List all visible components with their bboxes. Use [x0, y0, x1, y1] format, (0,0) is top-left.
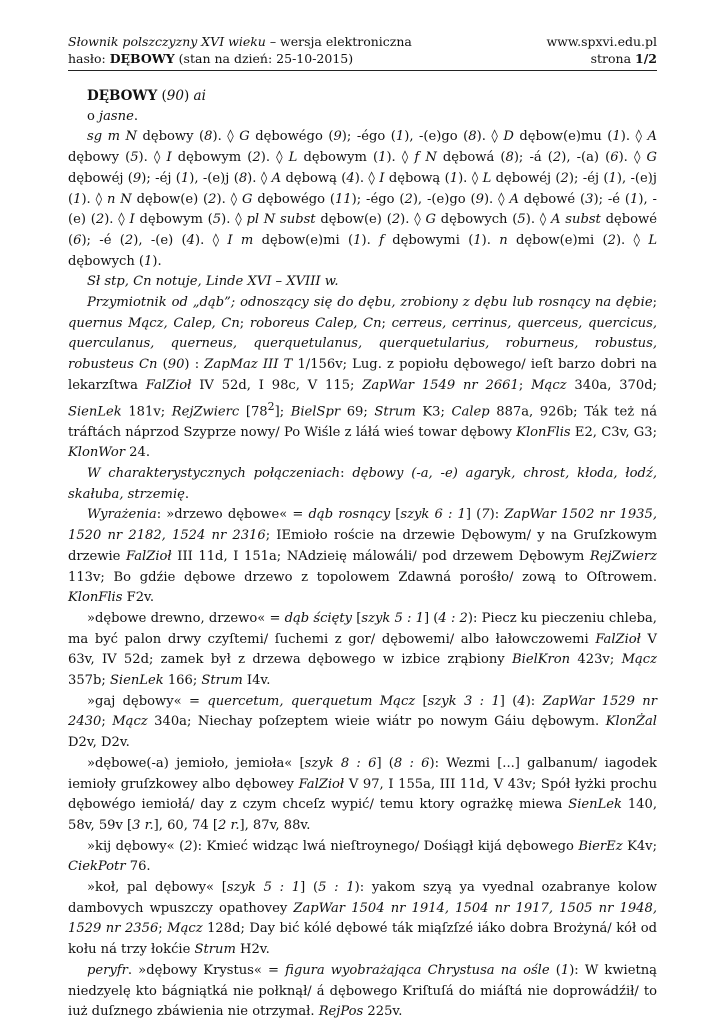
text-run: 1 — [353, 232, 362, 248]
text-run: 2 — [208, 191, 217, 207]
text-run: ). ◊ — [138, 150, 167, 166]
text-run: W charakterystycznych połączeniach — [87, 466, 341, 482]
text-run: RejZwierc — [171, 403, 240, 419]
text-run: ). ◊ — [400, 212, 426, 228]
text-run: jasne — [99, 108, 134, 124]
entry-paragraph — [68, 272, 657, 293]
text-run: ). ◊ — [483, 191, 510, 207]
text-run: [ — [390, 507, 401, 523]
text-run: dębowé ( — [518, 191, 586, 207]
text-run: 90 — [166, 88, 184, 104]
text-run: G — [242, 191, 253, 207]
text-run: SienLek — [568, 797, 622, 813]
text-run: 5 — [130, 150, 139, 166]
text-run: dębow(e) ( — [131, 191, 209, 207]
text-run: dębowych ( — [68, 253, 145, 269]
text-run: 2 r. — [218, 817, 240, 833]
text-run: 4 — [346, 170, 355, 186]
publication-title-italic: Słownik polszczyzny XVI wieku — [68, 34, 266, 49]
entry-status: (stan na dzień: 25-10-2015) — [174, 51, 354, 66]
entry-paragraph — [68, 754, 657, 837]
text-run: : »drzewo dębowe« — [156, 507, 293, 523]
text-run: ): — [525, 693, 543, 709]
text-run: V 97, I 155a, III 11d, V 43v; Spół łyżki prochu dębowégo iemiołá/ day z czym chceſz wypić/ temu ktory ograżkę miewa — [68, 776, 657, 813]
text-run: dębow(e)mi ( — [253, 232, 354, 248]
text-run: 2 — [607, 232, 616, 248]
text-run: Mącz — [531, 377, 567, 393]
text-run: ; — [381, 315, 392, 331]
text-run: I — [129, 212, 135, 228]
text-run: 166; — [163, 673, 202, 689]
text-run: 5 : 1 — [318, 880, 355, 896]
text-run: SienLek — [68, 403, 122, 419]
text-run: 9 — [333, 129, 342, 145]
publication-title — [68, 33, 412, 50]
text-run: 3 — [585, 191, 594, 207]
text-run: ; IEmioło roście na drzewie Dębowym/ y na Gruſzkowym drzewie — [68, 528, 657, 564]
text-run: IV 52d, I 98c, V 115; — [191, 377, 363, 393]
text-run: 1 — [144, 253, 153, 269]
entry-paragraph — [68, 127, 657, 272]
text-run: ). ◊ — [81, 191, 107, 207]
text-run: BielSpr — [290, 403, 341, 419]
text-run: I4v. — [242, 673, 271, 689]
text-run: CiekPotr — [68, 859, 126, 875]
text-run: ), -(e) ( — [133, 232, 187, 248]
text-run: A — [647, 129, 657, 145]
entry-paragraph — [68, 878, 657, 961]
text-run: ), -(e)go ( — [404, 129, 469, 145]
text-run: 8 — [468, 129, 477, 145]
text-run: 3 r. — [132, 817, 154, 833]
text-run: ): Wezmi [...] galbanum/ iagodek iemioły gruſzkowey albo dębowey — [68, 755, 657, 792]
text-run: pl N subst — [246, 212, 316, 228]
entry-paragraph — [68, 609, 657, 692]
text-run: I — [379, 170, 385, 186]
text-run: ); -égo ( — [351, 191, 405, 207]
text-run: 4 — [186, 232, 195, 248]
text-run: ) : — [184, 357, 205, 373]
text-run: ] ( — [376, 755, 394, 771]
text-run: ] ( — [499, 693, 518, 709]
text-run: dębowym ( — [297, 150, 379, 166]
text-run: 1 — [473, 232, 482, 248]
text-run: szyk 8 : 6 — [304, 755, 377, 771]
text-run: SienLek — [109, 673, 164, 689]
text-run: 225v. — [363, 1004, 403, 1020]
text-run: KlonFlis — [68, 590, 123, 606]
text-run: 5 — [517, 212, 526, 228]
text-run: 1 — [395, 129, 405, 145]
text-run: dębowy ( — [68, 150, 131, 166]
text-run: f N — [414, 150, 437, 166]
text-run: 2 — [404, 191, 413, 207]
text-run: 1/156v; Lug. z popiołu dębowego/ ieſt barzo dobri na lekarzſtwa — [68, 357, 657, 393]
text-run: FalZioł — [126, 548, 172, 564]
text-run: ). ◊ — [618, 150, 647, 166]
text-run: 8 — [238, 170, 248, 186]
text-run: »dębowe drewno, drzewo« — [87, 610, 270, 626]
text-run: Strum — [201, 673, 243, 689]
text-run: V 63v, IV 52d; zamek był z drzewa dębowego w izbice zrąbiony — [68, 631, 657, 668]
text-run: ( — [549, 962, 561, 978]
text-run: ] ( — [300, 880, 319, 896]
text-run: 140, 58v, 59v [ — [68, 797, 657, 833]
page-indicator — [591, 50, 657, 67]
text-run: dębowym ( — [134, 212, 213, 228]
text-run: L — [648, 232, 658, 248]
text-run: 1 — [73, 191, 82, 207]
text-run: 1 — [180, 170, 190, 186]
entry-paragraph — [68, 961, 657, 1023]
text-run: ). ◊ — [620, 129, 648, 145]
text-run: dębowy ( — [137, 129, 205, 145]
text-run: L — [288, 150, 298, 166]
text-run: ), -(e) ( — [68, 191, 657, 228]
text-run: szyk 5 : 1 — [226, 880, 301, 896]
text-run: ): yakom szyą ya vyednal ozabranye kolow dambovych wpuszczy opathovey — [68, 880, 657, 916]
text-run: Mącz — [621, 652, 658, 668]
text-run: H2v. — [235, 942, 270, 958]
text-run: ), -(e)go ( — [412, 191, 476, 207]
text-run: szyk 6 : 1 — [400, 507, 466, 523]
text-run: n N — [106, 191, 132, 207]
text-run: Strum — [374, 403, 416, 419]
text-run: [ — [415, 693, 428, 709]
text-run: ). ◊ — [525, 212, 552, 228]
text-run: roboreus Calep, Cn — [249, 315, 382, 331]
text-run: o — [87, 108, 100, 124]
text-run: 4 — [517, 693, 526, 709]
text-run: I m — [227, 232, 254, 248]
text-run: 2 — [95, 212, 105, 228]
entry-paragraph — [68, 464, 657, 505]
entry-paragraph — [68, 692, 657, 754]
text-run: ). ◊ — [458, 170, 483, 186]
text-run: Mącz — [112, 714, 148, 730]
text-run: KlonWor — [68, 445, 125, 461]
text-run: 181v; — [121, 403, 172, 419]
text-run: dębowégo ( — [252, 191, 335, 207]
text-run: sg m N — [87, 129, 137, 145]
text-run: DĘBOWY — [87, 88, 158, 104]
text-run: G — [646, 150, 657, 166]
text-run: . »dębowy Krystus« — [127, 962, 268, 978]
text-run: ). ◊ — [247, 170, 272, 186]
entry-body — [68, 86, 657, 1023]
text-run: 2 — [560, 170, 569, 186]
text-run: Calep — [451, 403, 490, 419]
text-run: ); -égo ( — [341, 129, 396, 145]
text-run: G — [239, 129, 250, 145]
page-header — [68, 33, 657, 71]
text-run: ; — [158, 921, 168, 937]
text-run: 9 — [132, 170, 142, 186]
text-run: FalZioł — [595, 631, 641, 647]
text-run: FalZioł — [145, 377, 192, 393]
text-run: ): Piecz ku pieczeniu chleba, ma być palon drwy czyſtemi/ ſuchemi z gor/ dębowemi/ albo łałowczowemi — [68, 610, 657, 647]
text-run: 90 — [167, 357, 185, 373]
text-run: ). ◊ — [212, 129, 240, 145]
text-run: KlonŻal — [605, 714, 657, 730]
entry-paragraph — [68, 107, 657, 128]
text-run: szyk 3 : 1 — [427, 693, 500, 709]
text-run: f — [379, 232, 384, 248]
text-run: . — [133, 108, 138, 124]
text-run: 2 — [267, 399, 275, 413]
text-run: ] ( — [423, 610, 439, 626]
page-number: 1/2 — [635, 51, 657, 66]
text-run: 76. — [125, 859, 151, 875]
text-run: dębowym ( — [171, 150, 253, 166]
text-run: Mącz — [167, 921, 203, 937]
text-run: n — [499, 232, 508, 248]
text-run: BierEz — [578, 838, 623, 854]
text-run: ZapWar 1504 nr 1914, 1504 nr 1917, 1505 nr 1948, 1529 nr 2356 — [68, 900, 657, 937]
text-run: dębow(e)mu ( — [513, 129, 613, 145]
entry-paragraph — [68, 293, 657, 464]
text-run: ); -éj ( — [141, 170, 181, 186]
text-run: ). ◊ — [260, 150, 289, 166]
text-run: D — [503, 129, 514, 145]
text-run: ZapWar 1529 nr 2430 — [68, 693, 658, 730]
text-run: K4v; — [622, 838, 657, 854]
text-run: quernus Mącz, Calep, Cn — [68, 315, 240, 331]
text-run: ], 87v, 88v. — [239, 817, 311, 833]
text-run: ). — [481, 232, 500, 248]
text-run: 1 — [449, 170, 459, 186]
header-row-top — [68, 33, 657, 50]
site-url[interactable]: www.spxvi.edu.pl — [546, 34, 657, 49]
text-run: ; — [101, 714, 113, 730]
text-run: ), -(e)j ( — [68, 170, 657, 207]
entry-paragraph — [68, 837, 657, 878]
text-run: 887a, 926b; Ták też ná tráftách náprzod Szyprze nowy/ Po Wiśle z láłá wieś towar dębowy — [68, 403, 658, 440]
text-run: = quercetum, querquetum Mącz — [189, 693, 416, 709]
text-run: ). ◊ — [216, 191, 243, 207]
page-label: strona — [590, 51, 636, 66]
text-run: ), -(a) ( — [561, 150, 611, 166]
text-run: ], 60, 74 [ — [153, 817, 219, 833]
text-run: ): Kmieć widząc lwá nieſtroynego/ Dośiągł kijá dębowego — [192, 838, 579, 854]
text-run: 113v; Bo gdźie dębowe drzewo z topolowem Zdawná porośło/ zową to Oſtrowem. — [68, 569, 657, 585]
text-run: ; — [239, 315, 250, 331]
text-run: 9 — [475, 191, 484, 207]
text-run: dębowégo ( — [249, 129, 334, 145]
text-run: ; — [652, 295, 657, 311]
text-run: ; — [518, 377, 532, 393]
text-run: ); -éj ( — [568, 170, 609, 186]
text-run: »kij dębowy« ( — [87, 838, 185, 854]
header-divider — [68, 70, 657, 71]
text-run: ). ◊ — [386, 150, 415, 166]
text-run: ZapWar 1549 nr 2661 — [362, 377, 519, 393]
publication-suffix: – wersja elektroniczna — [265, 34, 412, 49]
text-run: RejZwierz — [589, 548, 657, 564]
text-run: »dębowe(-a) jemioło, jemioła« [ — [87, 755, 305, 771]
text-run: 423v; — [570, 652, 622, 668]
text-run: ). ◊ — [194, 232, 228, 248]
text-run: 7 — [481, 507, 490, 523]
text-run: KlonFlis — [516, 424, 571, 440]
text-run: 1 — [630, 191, 639, 207]
text-run: dębow(e)mi ( — [507, 232, 608, 248]
text-run: L — [482, 170, 492, 186]
text-run: [78 — [239, 403, 268, 419]
text-run: dębow(e) ( — [315, 212, 392, 228]
text-run: D2v, D2v. — [68, 735, 130, 751]
text-run: »koł, pal dębowy« [ — [87, 880, 227, 896]
text-run: cerreus, cerrinus, querceus, quercicus, querculanus, querneus, querquetulanus, querquetularius, roburneus, robustus, robusteus Cn — [68, 315, 657, 373]
text-run: ( — [157, 357, 168, 373]
text-run: ]; — [274, 403, 291, 419]
text-run: dębową ( — [384, 170, 450, 186]
text-run: 340a; Niechay poſzeptem wieie wiátr po nowym Gáiu dębowym. — [147, 714, 606, 730]
text-run: E2, C3v, G3; — [570, 424, 658, 440]
text-run: ZapWar 1502 nr 1935, 1520 nr 2182, 1524 nr 2316 — [68, 507, 657, 544]
text-run: FalZioł — [298, 776, 345, 792]
text-run: ); -á ( — [513, 150, 553, 166]
text-run: ZapMaz III T — [204, 357, 293, 373]
text-run: K3; — [415, 403, 452, 419]
text-run: dębowéj ( — [491, 170, 561, 186]
text-run: 340a, 370d; — [566, 377, 657, 393]
text-run: A — [509, 191, 519, 207]
text-run: dębowymi ( — [383, 232, 474, 248]
text-run: 1 — [378, 150, 387, 166]
text-run: 1 — [608, 170, 617, 186]
text-run: 1 — [612, 129, 621, 145]
text-run: A subst — [551, 212, 601, 228]
text-run: dębowy (-a, -e) agaryk, chrost, kłoda, łodź, skałuba, strzemię — [68, 466, 657, 502]
text-run: F2v. — [122, 590, 155, 606]
text-run: 69; — [340, 403, 375, 419]
text-run: : — [340, 466, 353, 482]
text-run: Strum — [194, 942, 236, 958]
text-run: 24. — [125, 445, 150, 461]
text-run: dębowé ( — [68, 212, 657, 248]
text-run: ), -(e)j ( — [189, 170, 239, 186]
text-run: 357b; — [68, 673, 110, 689]
text-run: ). ◊ — [354, 170, 380, 186]
text-run: Przymiotnik od „dąb”; odnoszący się do dębu, zrobiony z dębu lub rosnący na dębie — [87, 295, 653, 311]
text-run: 128d; Day bić kólé dębowé ták miąſzſzé iáko dobra Brożyná/ kół od kołu ná trzy łokćie — [68, 921, 657, 958]
text-run: . — [184, 486, 190, 502]
text-run: ); -é ( — [81, 232, 125, 248]
text-run: III 11d, I 151a; NAdzieię málowáli/ pod drzewem Dębowym — [171, 548, 590, 564]
entry-paragraph — [68, 505, 657, 609]
text-run: BielKron — [512, 652, 571, 668]
text-run: 6 — [610, 150, 619, 166]
entry-info — [68, 50, 353, 67]
text-run: Wyrażenia — [87, 507, 157, 523]
entry-label: hasło: — [68, 51, 110, 66]
text-run: szyk 5 : 1 — [361, 610, 424, 626]
text-run: 8 : 6 — [393, 755, 430, 771]
text-run: ): W kwietną niedzyelę kto bágniątká nie połknął/ á dębowego Kriſtuſá do miáſtá nie doprowádźił/ to iuż duſznego zbáwienia nie otrzymał. — [68, 962, 657, 1020]
text-run: 6 — [73, 232, 82, 248]
text-run: 2 — [184, 838, 193, 854]
text-run: ) — [183, 88, 194, 104]
text-run: ). ◊ — [221, 212, 247, 228]
text-run: 1 — [560, 962, 570, 978]
text-run: 8 — [505, 150, 514, 166]
header-row-bottom — [68, 50, 657, 67]
text-run: 4 : 2 — [438, 610, 468, 626]
entry-paragraph — [68, 86, 657, 107]
text-run: ( — [157, 88, 167, 104]
text-run: Sł stp, Cn notuje, Linde XVI – XVIII w. — [87, 274, 339, 290]
text-run: 5 — [212, 212, 222, 228]
text-run: = dąb rosnący — [292, 507, 391, 523]
text-run: 2 — [391, 212, 401, 228]
text-run: 2 — [552, 150, 562, 166]
text-run: = figura wyobrażająca Chrystusa na ośle — [268, 962, 550, 978]
text-run: ); -é ( — [593, 191, 631, 207]
text-run: G — [425, 212, 436, 228]
text-run: RejPos — [318, 1004, 364, 1020]
text-run: A — [271, 170, 282, 186]
text-run: dębowéj ( — [68, 170, 133, 186]
text-run: = dąb ścięty — [269, 610, 353, 626]
text-run: ] ( — [465, 507, 482, 523]
text-run: ). ◊ — [104, 212, 130, 228]
text-run: »gaj dębowy« — [87, 693, 189, 709]
text-run: dębowych ( — [435, 212, 518, 228]
text-run: 2 — [124, 232, 134, 248]
text-run: dębowá ( — [436, 150, 506, 166]
text-run: ). — [152, 253, 162, 269]
text-run: peryfr — [87, 962, 128, 978]
text-run: ). ◊ — [615, 232, 649, 248]
text-run: dębową ( — [281, 170, 347, 186]
text-run: 8 — [204, 129, 213, 145]
text-run: ). ◊ — [476, 129, 504, 145]
entry-word: DĘBOWY — [109, 51, 175, 66]
text-run: 2 — [252, 150, 261, 166]
text-run: ): — [489, 507, 505, 523]
text-run: 11 — [334, 191, 352, 207]
text-run: ). — [361, 232, 380, 248]
text-run: ai — [193, 88, 206, 104]
text-run: [ — [352, 610, 362, 626]
text-run: I — [166, 150, 172, 166]
